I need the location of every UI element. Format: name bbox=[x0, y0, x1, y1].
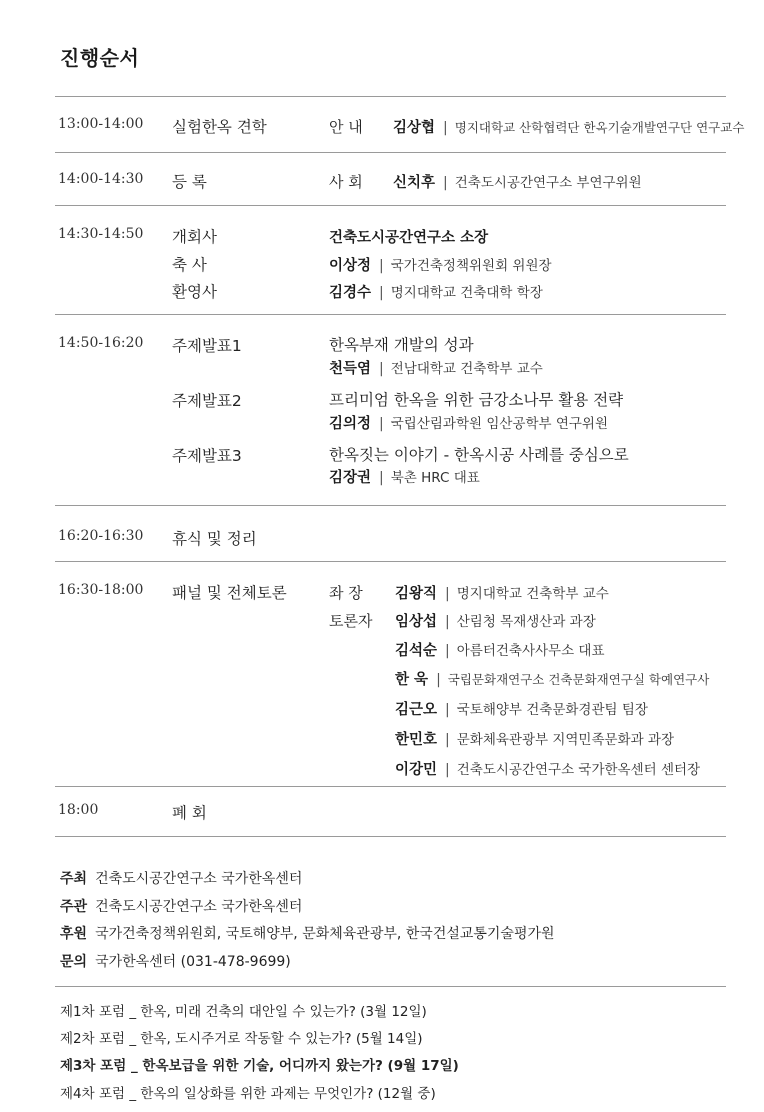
forum-item-4: 제4차 포럼 _ 한옥의 일상화를 위한 과제는 무엇인가? (12월 중) bbox=[60, 1086, 436, 1102]
divider bbox=[55, 786, 726, 787]
person-info: 한민호 | 문화체육관광부 지역민족문화과 과장 bbox=[395, 732, 674, 748]
person-name: 한 욱 bbox=[395, 672, 429, 688]
time-slot: 14:30-14:50 bbox=[58, 226, 144, 242]
person-name: 김왕직 bbox=[395, 586, 438, 602]
person-info: 신치후 | 건축도시공간연구소 부연구위원 bbox=[393, 175, 642, 191]
role-label: 토론자 bbox=[329, 612, 373, 630]
person-info: 김왕직 | 명지대학교 건축학부 교수 bbox=[395, 586, 609, 602]
forum-item-2: 제2차 포럼 _ 한옥, 도시주거로 작동할 수 있는가? (5월 14일) bbox=[60, 1031, 423, 1047]
session-label: 휴식 및 정리 bbox=[172, 530, 257, 548]
person-name: 천득염 bbox=[329, 361, 372, 377]
session-label: 폐 회 bbox=[172, 804, 207, 822]
person-affiliation: 건축도시공간연구소 부연구위원 bbox=[454, 175, 642, 191]
person-info: 한 욱 | 국립문화재연구소 건축문화재연구실 학예연구사 bbox=[395, 672, 710, 688]
time-slot: 14:50-16:20 bbox=[58, 335, 144, 351]
person-info bbox=[329, 226, 488, 247]
person-name: 김의정 bbox=[329, 416, 372, 432]
person-info: 김장권 | 북촌 HRC 대표 bbox=[329, 470, 480, 486]
session-label: 등 록 bbox=[172, 173, 207, 191]
session-label: 개회사 bbox=[172, 228, 217, 246]
person-affiliation: 북촌 HRC 대표 bbox=[390, 470, 480, 486]
role-label: 좌 장 bbox=[329, 584, 363, 602]
divider bbox=[55, 561, 726, 562]
person-info: 임상섭 | 산림청 목재생산과 과장 bbox=[395, 614, 596, 630]
session-label: 패널 및 전체토론 bbox=[172, 584, 287, 602]
presentation-topic: 한옥부재 개발의 성과 bbox=[329, 336, 474, 354]
person-affiliation: 국립산림과학원 임산공학부 연구위원 bbox=[390, 416, 608, 432]
presentation-topic: 프리미엄 한옥을 위한 금강소나무 활용 전략 bbox=[329, 391, 624, 409]
person-affiliation: 국립문화재연구소 건축문화재연구실 학예연구사 bbox=[447, 672, 710, 687]
person-info: 김의정 | 국립산림과학원 임산공학부 연구위원 bbox=[329, 416, 608, 432]
person-name: 김장권 bbox=[329, 470, 372, 486]
person-name: 임상섭 bbox=[395, 614, 438, 630]
person-info: 이상정 | 국가건축정책위원회 위원장 bbox=[329, 258, 552, 274]
org-sponsor: 후원 국가건축정책위원회, 국토해양부, 문화체육관광부, 한국건설교통기술평가원 bbox=[60, 926, 555, 942]
forum-item-1: 제1차 포럼 _ 한옥, 미래 건축의 대안일 수 있는가? (3월 12일) bbox=[60, 1004, 427, 1020]
time-slot: 13:00-14:00 bbox=[58, 116, 144, 132]
divider bbox=[55, 505, 726, 506]
person-info: 김경수 | 명지대학교 건축대학 학장 bbox=[329, 285, 543, 301]
person-affiliation: 국토해양부 건축문화경관팀 팀장 bbox=[456, 702, 648, 718]
divider bbox=[55, 314, 726, 315]
person-name: 한민호 bbox=[395, 732, 438, 748]
person-affiliation: 건축도시공간연구소 국가한옥센터 센터장 bbox=[456, 762, 701, 778]
person-name: 이상정 bbox=[329, 258, 372, 274]
person-name: 김석순 bbox=[395, 643, 438, 659]
divider bbox=[55, 96, 726, 97]
person-affiliation: 전남대학교 건축학부 교수 bbox=[390, 361, 543, 377]
time-slot: 16:30-18:00 bbox=[58, 582, 144, 598]
person-info: 김석순 | 아름터건축사사무소 대표 bbox=[395, 643, 605, 659]
session-label: 주제발표1 bbox=[172, 337, 242, 355]
org-organizer: 주관 건축도시공간연구소 국가한옥센터 bbox=[60, 899, 303, 915]
person-affiliation: 문화체육관광부 지역민족문화과 과장 bbox=[456, 732, 674, 748]
session-label: 실험한옥 견학 bbox=[172, 118, 267, 136]
person-name: 건축도시공간연구소 소장 bbox=[329, 230, 489, 246]
person-name: 이강민 bbox=[395, 762, 438, 778]
divider bbox=[55, 986, 726, 987]
person-affiliation: 산림청 목재생산과 과장 bbox=[456, 614, 596, 630]
person-affiliation: 명지대학교 산학협력단 한옥기술개발연구단 연구교수 bbox=[454, 120, 745, 135]
person-name: 김근오 bbox=[395, 702, 438, 718]
person-info: 김상협 | 명지대학교 산학협력단 한옥기술개발연구단 연구교수 bbox=[393, 120, 745, 136]
role-label: 안 내 bbox=[329, 118, 363, 136]
person-name: 김경수 bbox=[329, 285, 372, 301]
session-label: 환영사 bbox=[172, 283, 217, 301]
divider bbox=[55, 205, 726, 206]
divider bbox=[55, 152, 726, 153]
session-label: 주제발표2 bbox=[172, 392, 242, 410]
time-slot: 14:00-14:30 bbox=[58, 171, 144, 187]
person-name: 김상협 bbox=[393, 120, 436, 136]
person-affiliation: 명지대학교 건축학부 교수 bbox=[456, 586, 609, 602]
session-label: 축 사 bbox=[172, 256, 207, 274]
person-name: 신치후 bbox=[393, 175, 436, 191]
page-title: 진행순서 bbox=[60, 46, 140, 70]
person-affiliation: 국가건축정책위원회 위원장 bbox=[390, 258, 552, 274]
time-slot: 18:00 bbox=[58, 802, 99, 818]
divider bbox=[55, 836, 726, 837]
person-info: 이강민 | 건축도시공간연구소 국가한옥센터 센터장 bbox=[395, 762, 701, 778]
org-contact: 문의 국가한옥센터 (031-478-9699) bbox=[60, 954, 291, 970]
session-label: 주제발표3 bbox=[172, 447, 242, 465]
person-affiliation: 명지대학교 건축대학 학장 bbox=[390, 285, 543, 301]
org-host: 주최 건축도시공간연구소 국가한옥센터 bbox=[60, 871, 303, 887]
forum-item-3-current: 제3차 포럼 _ 한옥보급을 위한 기술, 어디까지 왔는가? (9월 17일) bbox=[60, 1058, 459, 1074]
time-slot: 16:20-16:30 bbox=[58, 528, 144, 544]
person-info: 천득염 | 전남대학교 건축학부 교수 bbox=[329, 361, 543, 377]
person-info: 김근오 | 국토해양부 건축문화경관팀 팀장 bbox=[395, 702, 648, 718]
person-affiliation: 아름터건축사사무소 대표 bbox=[456, 643, 605, 659]
role-label: 사 회 bbox=[329, 173, 363, 191]
presentation-topic: 한옥짓는 이야기 - 한옥시공 사례를 중심으로 bbox=[329, 446, 629, 464]
